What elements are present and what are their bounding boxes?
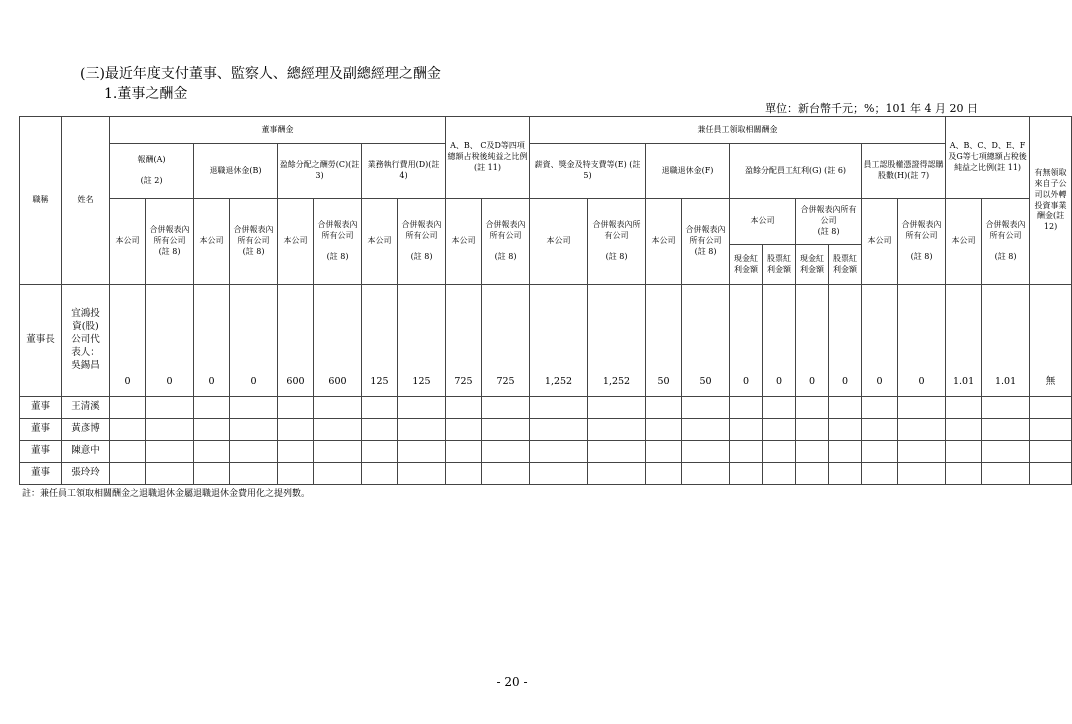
value-cell: 0 [730,285,763,397]
col-consolidated: 合併報表內所有公司 (註 8) [146,199,194,285]
header-salary-e: 薪資、獎金及特支費等(E) (註 5) [530,144,646,199]
col-company: 本公司 [946,199,982,285]
col-cash-bonus: 現金紅利金額 [730,245,763,285]
value-cell: 0 [829,285,862,397]
value-cell: 0 [763,285,796,397]
section-heading: (三)最近年度支付董事、監察人、總經理及副總經理之酬金 [80,66,441,82]
value-cell: 0 [796,285,829,397]
footnote: 註：兼任員工領取相關酬金之退職退休金屬退職退休金費用化之提列數。 [22,489,311,499]
row-title: 董事長 [20,285,62,397]
value-cell: 1,252 [530,285,588,397]
header-options-h: 員工認股權憑證得認購股數(H)(註 7) [862,144,946,199]
other-comp-cell: 無 [1030,285,1072,397]
col-consolidated: 合併報表內所有公司 (註 8) [398,199,446,285]
value-cell: 0 [146,285,194,397]
header-remuneration-a: 報酬(A) (註 2) [110,144,194,199]
header-name: 姓名 [62,117,110,285]
header-abcdefg-ratio: A、B、C、D、E、F及G等七項總額占稅後純益之比例(註 11) [946,117,1030,199]
row-name: 陳意中 [62,441,110,463]
header-retirement-f: 退職退休金(F) [646,144,730,199]
col-consolidated: 合併報表內所有公司 (註 8) [982,199,1030,285]
col-company: 本公司 [110,199,146,285]
value-cell: 125 [362,285,398,397]
col-consolidated: 合併報表內所有公司 (註 8) [588,199,646,285]
col-company: 本公司 [446,199,482,285]
header-bonus-g: 盈餘分配員工紅利(G) (註 6) [730,144,862,199]
col-cash-bonus: 現金紅利金額 [796,245,829,285]
col-consolidated: 合併報表內所有公司 (註 8) [898,199,946,285]
col-company: 本公司 [362,199,398,285]
value-cell: 0 [898,285,946,397]
col-consolidated: 合併報表內所有公司 (註 8) [796,199,862,245]
header-director-pay: 董事酬金 [110,117,446,144]
value-cell: 0 [110,285,146,397]
col-consolidated: 合併報表內所有公司 (註 8) [482,199,530,285]
row-name: 王清溪 [62,397,110,419]
row-name: 宜鴻投 資(股) 公司代 表人： 吳錫昌 [62,285,110,397]
header-retirement-b: 退職退休金(B) [194,144,278,199]
table-row [20,419,1072,441]
value-cell: 0 [862,285,898,397]
header-title: 職稱 [20,117,62,285]
value-cell: 125 [398,285,446,397]
header-other-comp: 有無領取來自子公司以外轉投資事業酬金(註 12) [1030,117,1072,285]
value-cell: 1.01 [946,285,982,397]
table-row [20,397,1072,419]
page-number: - 20 - [496,675,528,689]
table-row [20,441,1072,463]
table-row [20,463,1072,485]
value-cell: 0 [194,285,230,397]
header-employee-pay: 兼任員工領取相關酬金 [530,117,946,144]
value-cell: 1.01 [982,285,1030,397]
row-name: 黃彥博 [62,419,110,441]
header-abcd-ratio: A、B、 C及D等四項總額占稅後純益之比例(註 11) [446,117,530,199]
value-cell: 725 [446,285,482,397]
value-cell: 600 [314,285,362,397]
col-company: 本公司 [194,199,230,285]
value-cell: 725 [482,285,530,397]
row-title: 董事 [20,463,62,485]
col-consolidated: 合併報表內所有公司 (註 8) [682,199,730,285]
row-name: 張玲玲 [62,463,110,485]
sub-heading: 1.董事之酬金 [104,86,188,102]
value-cell: 0 [230,285,278,397]
col-company: 本公司 [278,199,314,285]
header-expense-d: 業務執行費用(D)(註 4) [362,144,446,199]
unit-note: 單位：新台幣千元；%；101 年 4 月 20 日 [765,102,978,115]
header-earnings-c: 盈餘分配之酬勞(C)(註 3) [278,144,362,199]
row-title: 董事 [20,419,62,441]
row-title: 董事 [20,397,62,419]
value-cell: 50 [646,285,682,397]
col-stock-bonus: 股票紅利金額 [829,245,862,285]
col-company: 本公司 [862,199,898,285]
value-cell: 600 [278,285,314,397]
director-compensation-table [19,116,1072,485]
col-company: 本公司 [530,199,588,285]
col-company: 本公司 [730,199,796,245]
col-consolidated: 合併報表內所有公司 (註 8) [314,199,362,285]
col-company: 本公司 [646,199,682,285]
col-consolidated: 合併報表內所有公司 (註 8) [230,199,278,285]
table-row [20,285,1072,397]
value-cell: 50 [682,285,730,397]
col-stock-bonus: 股票紅利金額 [763,245,796,285]
row-title: 董事 [20,441,62,463]
value-cell: 1,252 [588,285,646,397]
